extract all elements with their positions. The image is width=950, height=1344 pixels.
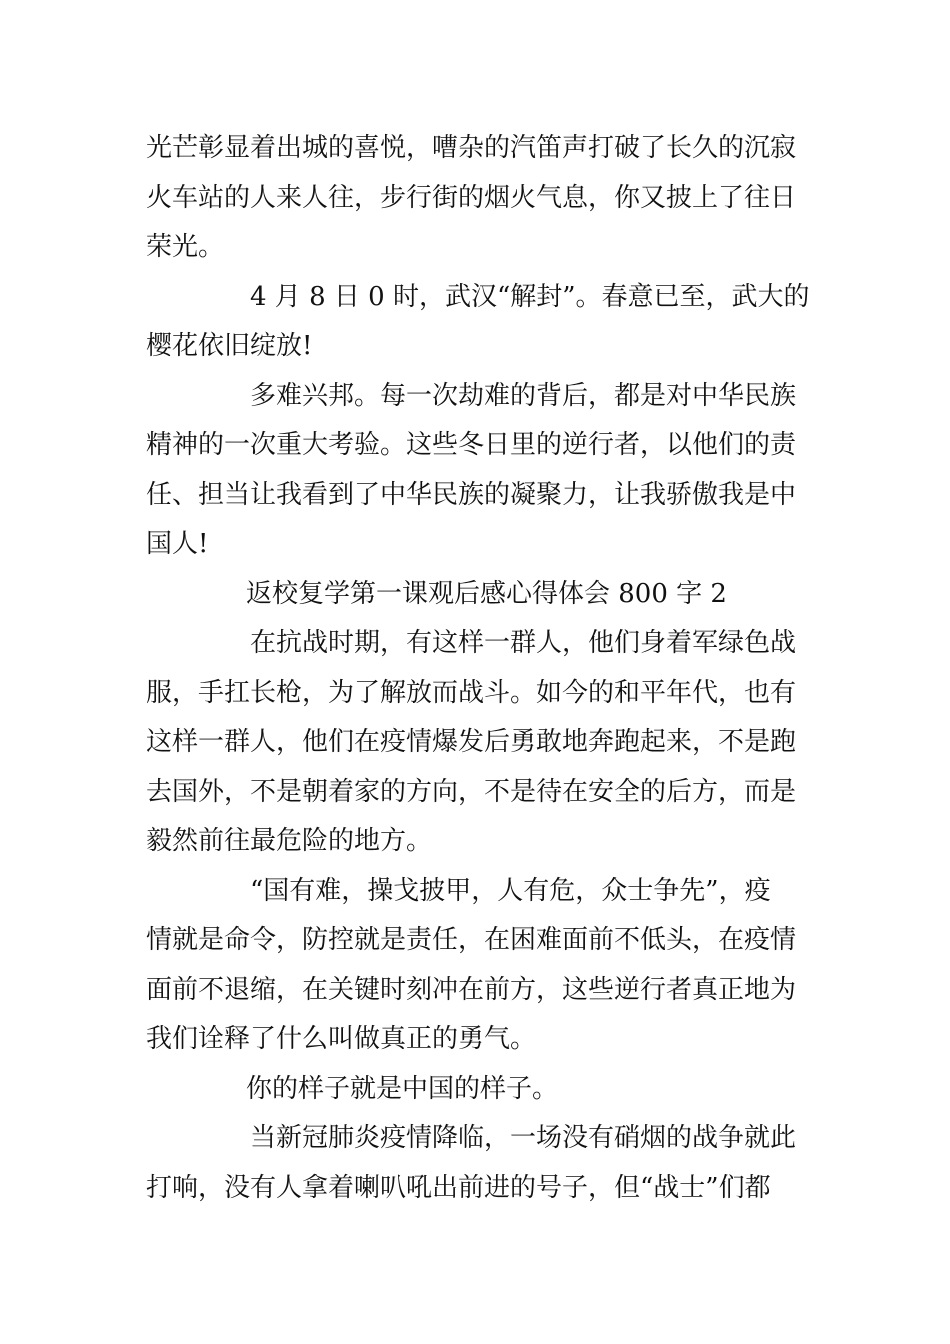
text-line: 去国外，不是朝着家的方向，不是待在安全的后方，而是 xyxy=(146,776,797,807)
text-line: 任、担当让我看到了中华民族的凝聚力，让我骄傲我是中 xyxy=(146,479,797,510)
text-line: 这样一群人，他们在疫情爆发后勇敢地奔跑起来，不是跑 xyxy=(146,727,797,757)
text-line: 火车站的人来人往，步行街的烟火气息，你又披上了往日 xyxy=(146,182,797,213)
text-line: 荣光。 xyxy=(146,232,225,262)
text-line: 光芒彰显着出城的喜悦，嘈杂的汽笛声打破了长久的沉寂 xyxy=(146,133,797,163)
text-line: 面前不退缩，在关键时刻冲在前方，这些逆行者真正地为 xyxy=(146,974,797,1005)
text-line: “国有难，操戈披甲，人有危，众士争先”，疫 xyxy=(250,875,771,906)
text-line: 打响，没有人拿着喇叭吼出前进的号子，但“战士”们都 xyxy=(146,1172,771,1203)
text-line: 多难兴邦。每一次劫难的背后，都是对中华民族 xyxy=(250,380,797,411)
text-line: 我们诠释了什么叫做真正的勇气。 xyxy=(146,1024,537,1054)
text-line: 服，手扛长枪，为了解放而战斗。如今的和平年代，也有 xyxy=(146,677,797,708)
text-line: 樱花依旧绽放! xyxy=(146,331,313,361)
document-body xyxy=(146,124,811,1213)
text-line: 4 月 8 日 0 时，武汉“解封”。春意已至，武大的 xyxy=(250,281,810,312)
text-line: 国人! xyxy=(146,529,209,559)
text-line: 情就是命令，防控就是责任，在困难面前不低头，在疫情 xyxy=(146,925,797,955)
text-line: 你的样子就是中国的样子。 xyxy=(246,1073,559,1104)
text-line: 毅然前往最危险的地方。 xyxy=(146,826,433,856)
section-heading: 返校复学第一课观后感心得体会 800 字 2 xyxy=(246,578,727,609)
text-line: 精神的一次重大考验。这些冬日里的逆行者，以他们的责 xyxy=(146,430,797,460)
text-line: 在抗战时期，有这样一群人，他们身着军绿色战 xyxy=(250,628,797,658)
text-line: 当新冠肺炎疫情降临，一场没有硝烟的战争就此 xyxy=(250,1123,797,1153)
